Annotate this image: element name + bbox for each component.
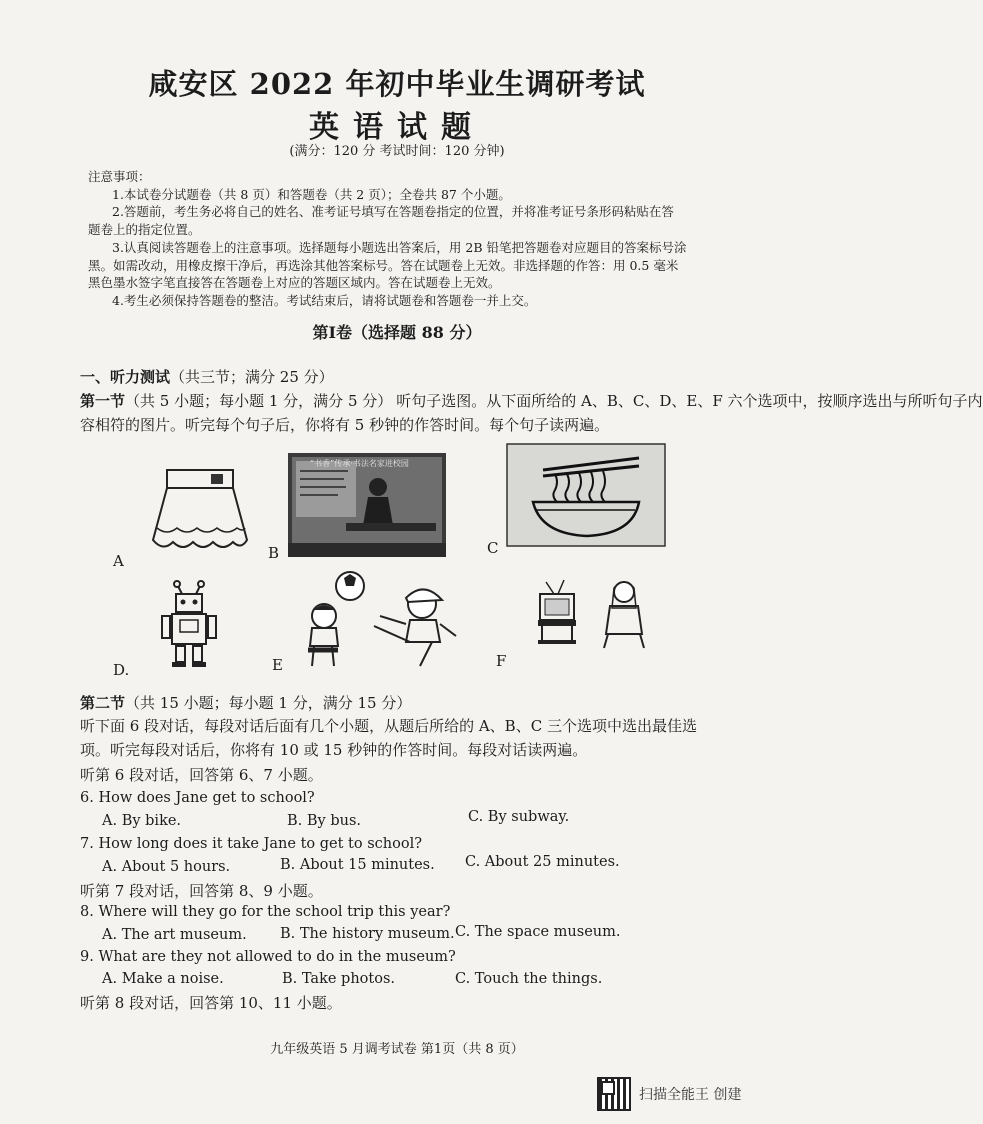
option-8b: B. The history museum.: [280, 926, 455, 942]
page-footer: 九年级英语 5 月调考试卷 第1页（共 8 页）: [270, 1042, 524, 1057]
note-line: 4.考生必须保持答题卷的整洁。考试结束后，请将试题卷和答题卷一并上交。: [112, 292, 537, 308]
option-7c: C. About 25 minutes.: [465, 854, 620, 870]
question-8: 8. Where will they go for the school trip this year?: [80, 904, 451, 920]
question-9: 9. What are they not allowed to do in the museum?: [80, 949, 456, 965]
notes-block: [88, 168, 728, 310]
note-line: 黑色墨水签字笔直接答在答题卷上对应的答题区域内。答在试题卷上无效。: [88, 275, 501, 291]
option-6c: C. By subway.: [468, 809, 570, 825]
exam-info: (满分：120 分 考试时间：120 分钟): [289, 144, 505, 159]
picture-label-b: B: [268, 544, 280, 562]
soccer-kids-picture: [294, 566, 464, 672]
robot-picture: [160, 576, 218, 668]
option-6b: B. By bus.: [287, 813, 362, 829]
note-line: 黑。如需改动，用橡皮擦干净后，再选涂其他答案标号。答在试题卷上无效。非选择题的作答：用 0.5 毫米: [88, 257, 679, 273]
option-9a: A. Make a noise.: [102, 971, 224, 987]
picture-label-d: D.: [113, 661, 130, 679]
subject-title: 英语试题: [309, 110, 485, 145]
section2-sub-heading: 第二节（共 15 小题；每小题 1 分，满分 15 分）: [80, 694, 412, 712]
watching-tv-picture: [534, 578, 650, 650]
option-9c: C. Touch the things.: [455, 971, 603, 987]
note-line: 题卷上的指定位置。: [88, 222, 201, 238]
scanner-label: 扫描全能王 创建: [639, 1087, 742, 1103]
exam-title: 咸安区 2022 年初中毕业生调研考试: [148, 67, 646, 101]
picture-label-f: F: [496, 652, 507, 670]
notes-heading: 注意事项：: [88, 169, 151, 184]
question-6: 6. How does Jane get to school?: [80, 790, 315, 806]
photo-banner: “书香”传承·书法名家进校园: [310, 459, 409, 468]
option-7a: A. About 5 hours.: [102, 859, 231, 875]
picture-label-e: E: [272, 656, 283, 674]
option-7b: B. About 15 minutes.: [280, 857, 435, 873]
noodle-bowl-picture: [507, 444, 665, 546]
section1-instruction: 容相符的图片。听完每个句子后，你将有 5 秒钟的作答时间。每个句子读两遍。: [80, 416, 610, 434]
picture-label-c: C: [487, 539, 499, 557]
dialog-intro: 听第 8 段对话，回答第 10、11 小题。: [80, 994, 342, 1012]
option-8c: C. The space museum.: [455, 924, 621, 940]
picture-label-a: A: [113, 552, 124, 570]
question-7: 7. How long does it take Jane to get to school?: [80, 836, 422, 852]
scanner-watermark: [597, 1076, 777, 1112]
qr-code-icon: [597, 1077, 631, 1111]
option-9b: B. Take photos.: [282, 971, 395, 987]
note-line: 3.认真阅读答题卷上的注意事项。选择题每小题选出答案后，用 2B 铅笔把答题卷对应题目的答案标号涂: [112, 239, 687, 255]
section2-instruction: 项。听完每段对话后，你将有 10 或 15 秒钟的作答时间。每段对话读两遍。: [80, 741, 588, 759]
section1-sub-heading: 第一节（共 5 小题；每小题 1 分，满分 5 分） 听句子选图。从下面所给的 A、B、C、D、E、F 六个选项中，按顺序选出与所听句子内: [80, 392, 983, 410]
part-title: 第Ⅰ卷（选择题 88 分）: [312, 323, 482, 342]
dialog-intro: 听第 6 段对话，回答第 6、7 小题。: [80, 766, 323, 784]
option-6a: A. By bike.: [102, 813, 182, 829]
note-line: 1.本试卷分试题卷（共 8 页）和答题卷（共 2 页）；全卷共 87 个小题。: [112, 186, 511, 202]
dialog-intro: 听第 7 段对话，回答第 8、9 小题。: [80, 882, 323, 900]
section1-heading: 一、听力测试（共三节；满分 25 分）: [80, 368, 334, 386]
note-line: 2.答题前，考生务必将自己的姓名、准考证号填写在答题卷指定的位置，并将准考证号条形码粘贴在答: [112, 204, 674, 220]
section2-instruction: 听下面 6 段对话，每段对话后面有几个小题，从题后所给的 A、B、C 三个选项中选出最佳选: [80, 717, 697, 735]
option-8a: A. The art museum.: [102, 927, 247, 943]
skirt-picture: [145, 466, 255, 562]
